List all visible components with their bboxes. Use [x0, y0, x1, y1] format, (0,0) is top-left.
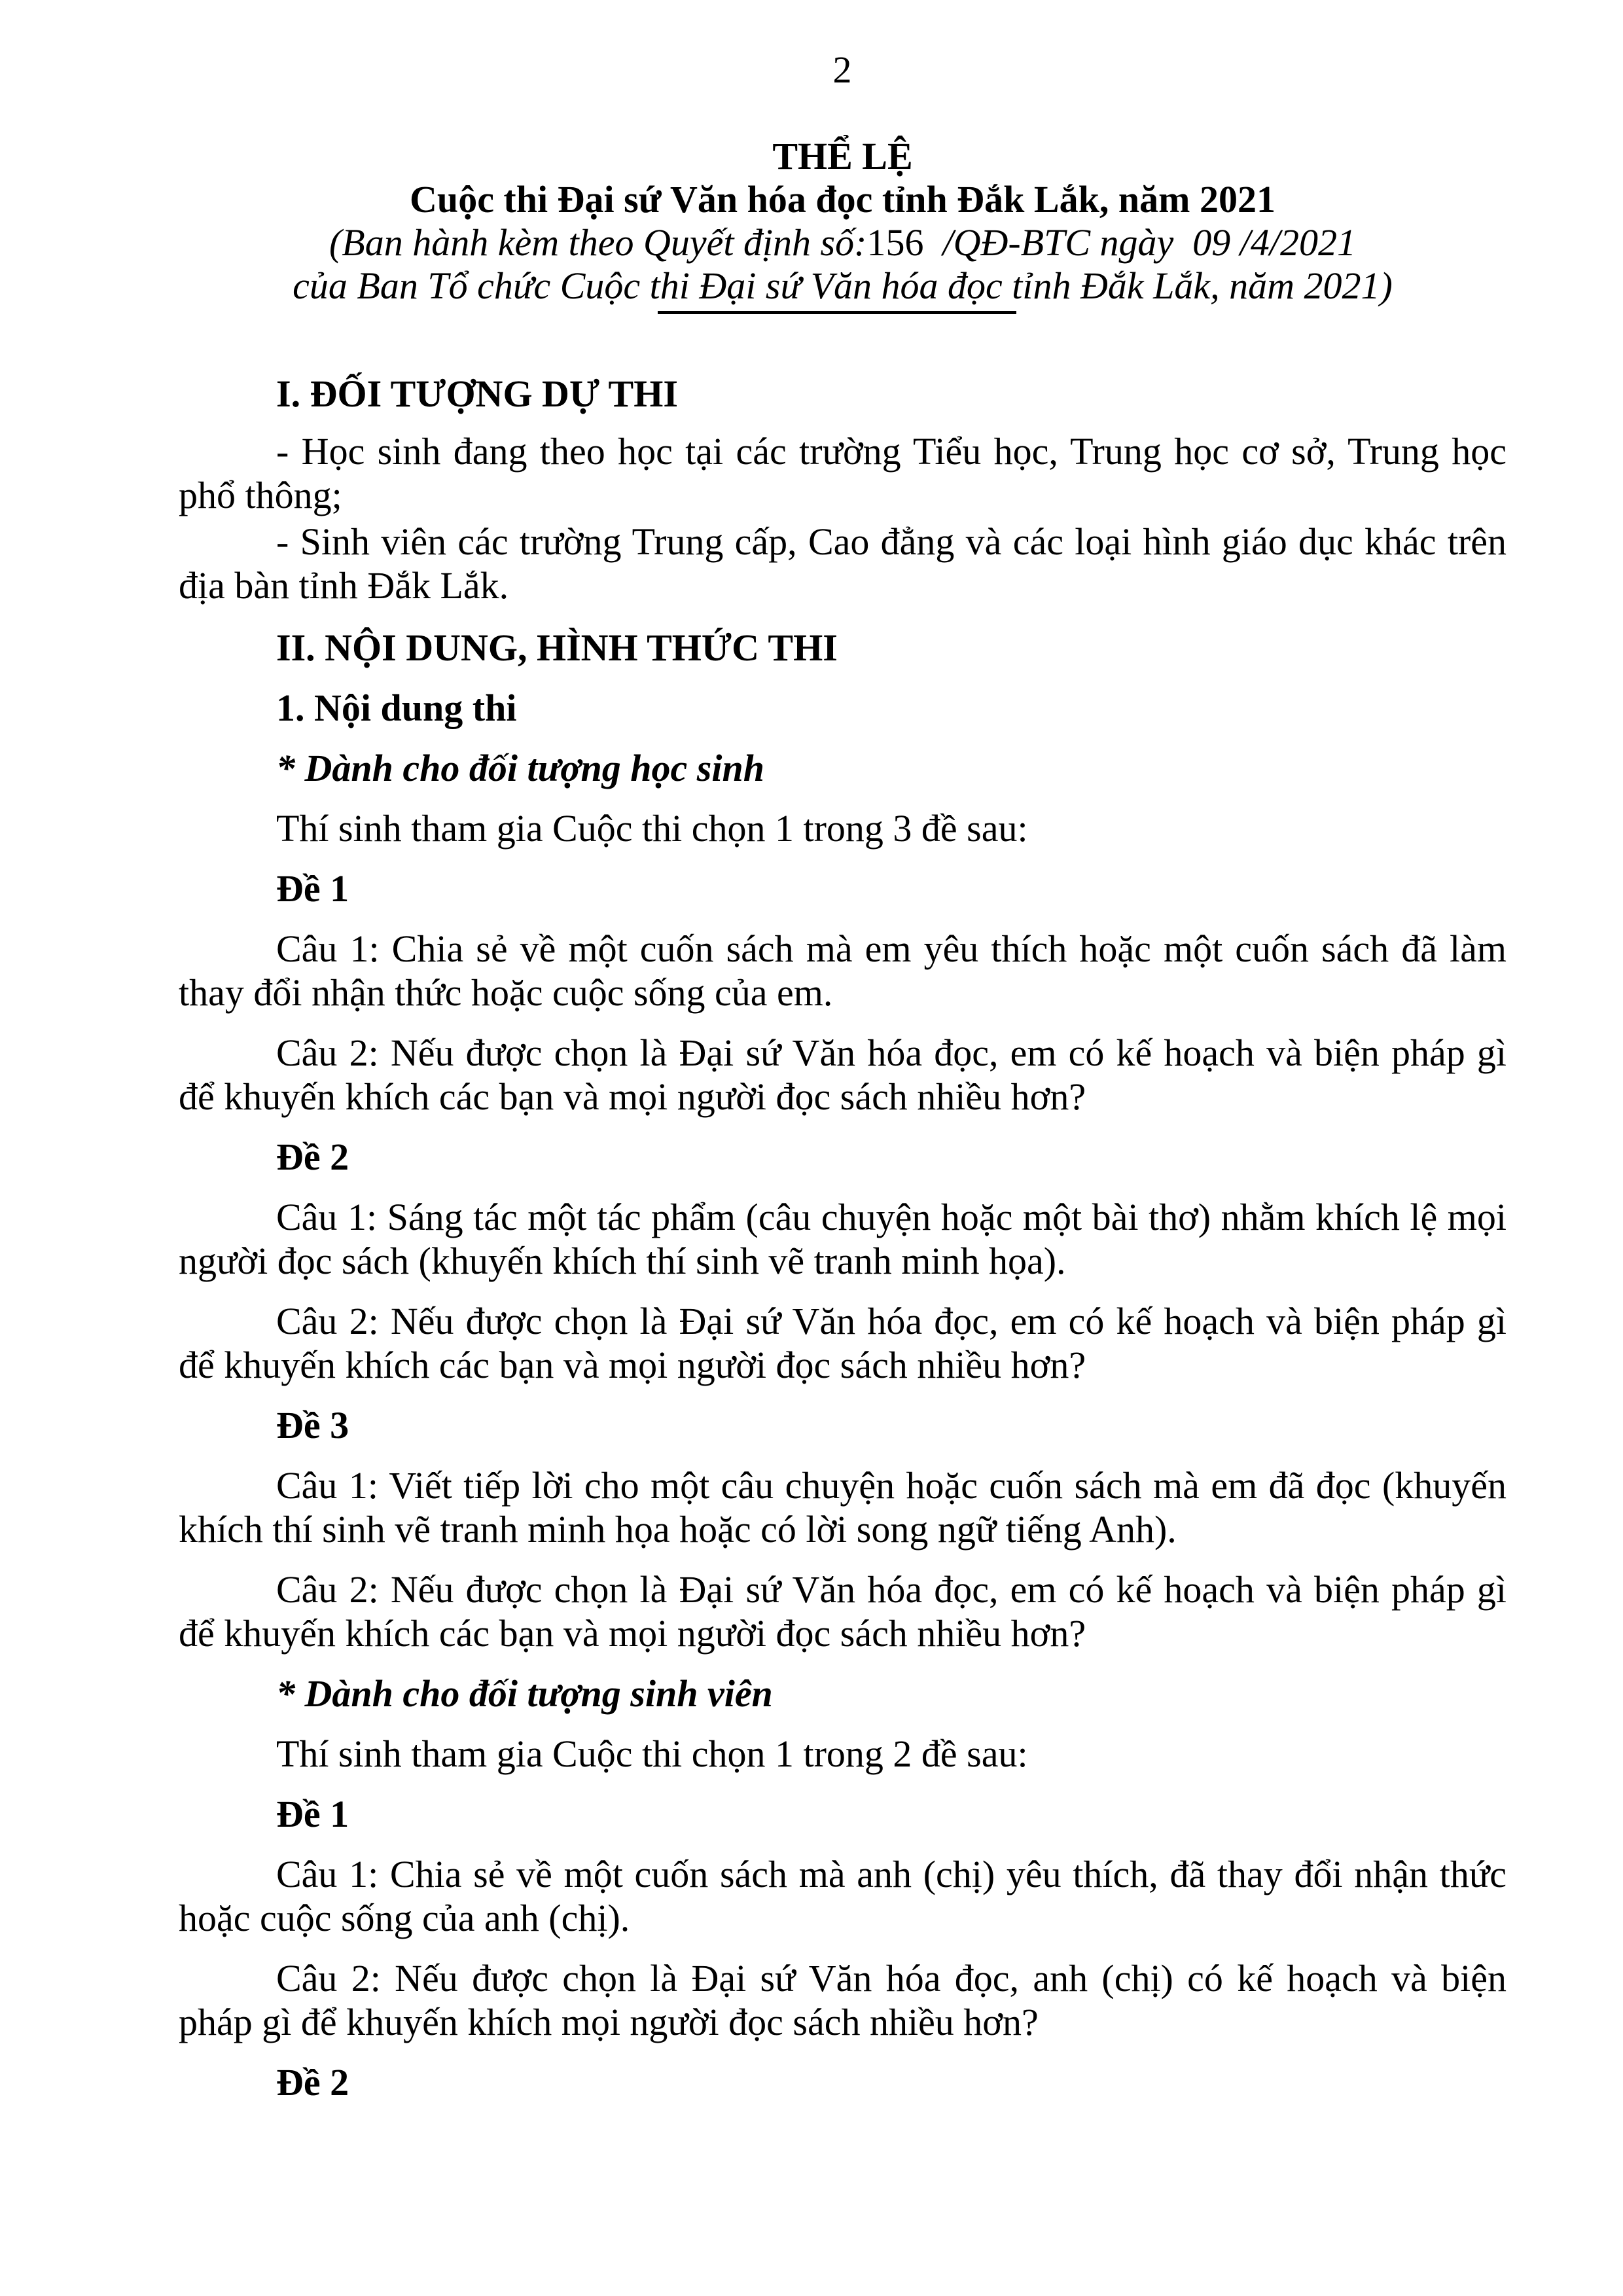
- topic-heading: [179, 2060, 1507, 2104]
- text-line: thay đổi nhận thức hoặc cuộc sống của em.: [179, 971, 833, 1014]
- question-paragraph: [179, 1463, 1507, 1551]
- audience-heading: [179, 1672, 1507, 1715]
- question-paragraph: [179, 927, 1507, 1014]
- text-line: khích thí sinh vẽ tranh minh họa hoặc có lời song ngữ tiếng Anh).: [179, 1508, 1177, 1551]
- text-line: để khuyến khích các bạn và mọi người đọc sách nhiều hơn?: [179, 1612, 1086, 1655]
- text-line: Câu 2: Nếu được chọn là Đại sứ Văn hóa đọc, em có kế hoạch và biện pháp gì: [276, 1568, 1507, 1611]
- question-paragraph: [179, 1852, 1507, 1940]
- header-divider: [658, 311, 1016, 314]
- text-line: pháp gì để khuyến khích mọi người đọc sách nhiều hơn?: [179, 2001, 1039, 2043]
- topic-heading: [179, 867, 1507, 910]
- text-line: để khuyến khích các bạn và mọi người đọc sách nhiều hơn?: [179, 1075, 1086, 1118]
- issuance-note: [179, 221, 1507, 264]
- question-paragraph: [179, 1195, 1507, 1283]
- section-heading: [179, 626, 1507, 670]
- topic-title: Đề 2: [276, 1136, 349, 1178]
- students-heading: * Dành cho đối tượng học sinh: [276, 747, 764, 789]
- issuance-suffix: /QĐ-BTC ngày 09 /4/2021: [923, 221, 1356, 264]
- issuance-prefix: (Ban hành kèm theo Quyết định số:: [329, 221, 867, 264]
- topic-title: Đề 3: [276, 1404, 349, 1446]
- text-line: - Sinh viên các trường Trung cấp, Cao đẳng và các loại hình giáo dục khác trên: [276, 520, 1507, 563]
- text-line: Câu 1: Viết tiếp lời cho một câu chuyện hoặc cuốn sách mà em đã đọc (khuyến: [276, 1464, 1507, 1507]
- question-paragraph: [179, 1568, 1507, 1655]
- topic-title: Đề 1: [276, 1793, 349, 1835]
- text-line: Câu 1: Chia sẻ về một cuốn sách mà anh (chị) yêu thích, đã thay đổi nhận thức: [276, 1853, 1507, 1895]
- section-heading: [179, 372, 1507, 416]
- page-number: 2: [832, 48, 852, 91]
- text-line: địa bàn tỉnh Đắk Lắk.: [179, 564, 509, 607]
- intro-paragraph: [179, 806, 1507, 850]
- text-line: Câu 1: Chia sẻ về một cuốn sách mà em yêu thích hoặc một cuốn sách đã làm: [276, 927, 1507, 970]
- topic-heading: [179, 1403, 1507, 1447]
- topic-title: Đề 2: [276, 2061, 349, 2104]
- text-line: người đọc sách (khuyến khích thí sinh vẽ tranh minh họa).: [179, 1240, 1066, 1282]
- section-1-heading: I. ĐỐI TƯỢNG DỰ THI: [276, 372, 678, 415]
- decision-number: 156: [866, 221, 924, 264]
- students-intro: Thí sinh tham gia Cuộc thi chọn 1 trong 3 đề sau:: [276, 807, 1028, 850]
- question-paragraph: [179, 1956, 1507, 2044]
- text-line: phổ thông;: [179, 474, 342, 516]
- text-line: Câu 1: Sáng tác một tác phẩm (câu chuyện hoặc một bài thơ) nhằm khích lệ mọi: [276, 1196, 1507, 1238]
- document-body: [179, 372, 1507, 2104]
- university-intro: Thí sinh tham gia Cuộc thi chọn 1 trong 2 đề sau:: [276, 1732, 1028, 1775]
- topic-heading: [179, 1135, 1507, 1179]
- text-line: để khuyến khích các bạn và mọi người đọc sách nhiều hơn?: [179, 1344, 1086, 1386]
- list-item: [179, 520, 1507, 607]
- list-item: [179, 429, 1507, 517]
- topic-title: Đề 1: [276, 867, 349, 910]
- document-subtitle: Cuộc thi Đại sứ Văn hóa đọc tỉnh Đắk Lắk, năm 2021: [410, 178, 1275, 221]
- subsection-heading: [179, 686, 1507, 730]
- issuing-body: của Ban Tổ chức Cuộc thi Đại sứ Văn hóa đọc tỉnh Đắk Lắk, năm 2021): [293, 264, 1393, 307]
- question-paragraph: [179, 1299, 1507, 1387]
- text-line: Câu 2: Nếu được chọn là Đại sứ Văn hóa đọc, em có kế hoạch và biện pháp gì: [276, 1031, 1507, 1074]
- audience-heading: [179, 746, 1507, 790]
- question-paragraph: [179, 1031, 1507, 1119]
- section-2-heading: II. NỘI DUNG, HÌNH THỨC THI: [276, 626, 838, 669]
- university-heading: * Dành cho đối tượng sinh viên: [276, 1672, 773, 1715]
- text-line: Câu 2: Nếu được chọn là Đại sứ Văn hóa đọc, em có kế hoạch và biện pháp gì: [276, 1300, 1507, 1342]
- document-title: THỂ LỆ: [772, 135, 913, 177]
- text-line: - Học sinh đang theo học tại các trường Tiểu học, Trung học cơ sở, Trung học: [276, 430, 1507, 473]
- intro-paragraph: [179, 1732, 1507, 1776]
- document-header: [179, 135, 1507, 308]
- text-line: Câu 2: Nếu được chọn là Đại sứ Văn hóa đọc, anh (chị) có kế hoạch và biện: [276, 1957, 1507, 2000]
- text-line: hoặc cuộc sống của anh (chị).: [179, 1897, 630, 1939]
- subsection-1-heading: 1. Nội dung thi: [276, 687, 517, 729]
- topic-heading: [179, 1792, 1507, 1836]
